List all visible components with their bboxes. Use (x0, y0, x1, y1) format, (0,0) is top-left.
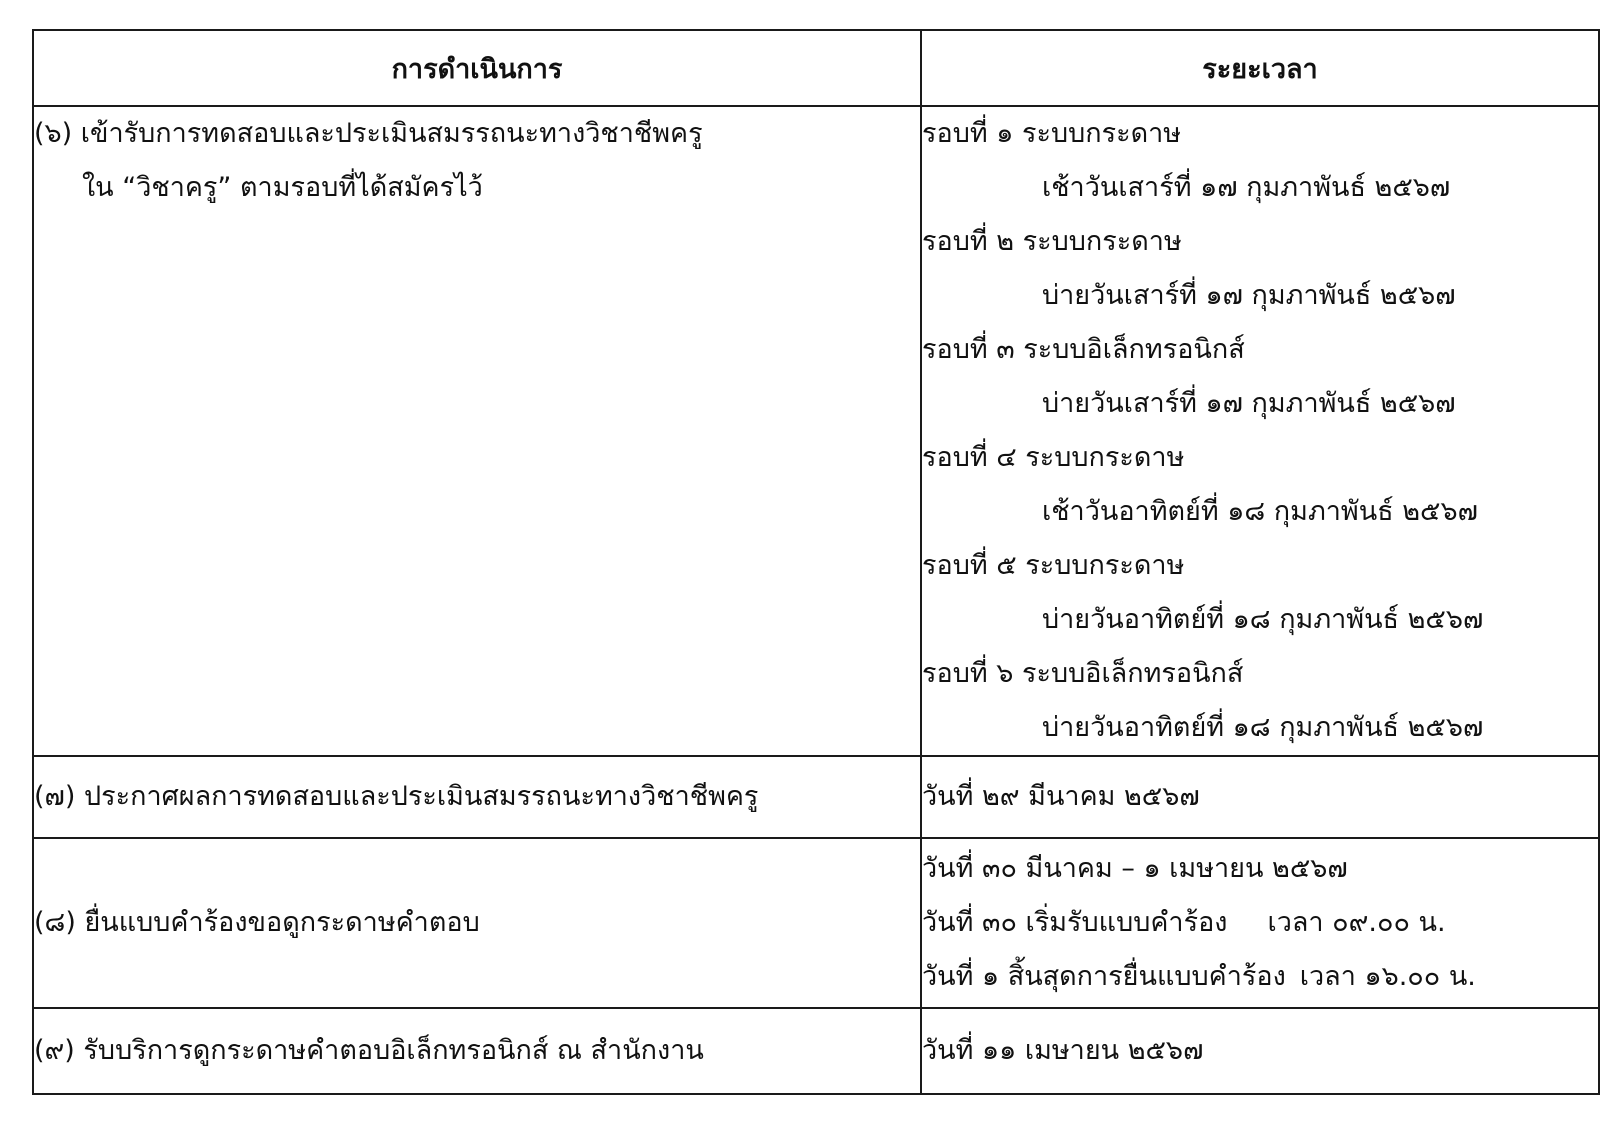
round-4-title: รอบที่ ๔ ระบบกระดาษ (922, 442, 1185, 473)
round-6-title: รอบที่ ๖ ระบบอิเล็กทรอนิกส์ (922, 658, 1244, 689)
table-row (33, 756, 1599, 838)
header-row (33, 30, 1599, 106)
row8-period-line3 (922, 950, 1598, 1004)
row9-period: วันที่ ๑๑ เมษายน ๒๕๖๗ (922, 1035, 1204, 1066)
row7-period: วันที่ ๒๙ มีนาคม ๒๕๖๗ (922, 781, 1200, 812)
round-2-date: บ่ายวันเสาร์ที่ ๑๗ กุมภาพันธ์ ๒๕๖๗ (1042, 280, 1456, 311)
row6-action-line2: ใน “วิชาครู” ตามรอบที่ได้สมัครไว้ (82, 172, 483, 203)
round-6-date: บ่ายวันอาทิตย์ที่ ๑๘ กุมภาพันธ์ ๒๕๖๗ (1042, 712, 1484, 743)
table-row (33, 838, 1599, 1008)
round-3-title: รอบที่ ๓ ระบบอิเล็กทรอนิกส์ (922, 334, 1245, 365)
header-period: ระยะเวลา (921, 30, 1599, 106)
row7-period-cell (921, 756, 1599, 838)
row6-action-cell (33, 106, 921, 756)
row8-period-cell (921, 838, 1599, 1008)
row8-start-text: วันที่ ๓๐ เริ่มรับแบบคำร้อง (922, 907, 1228, 938)
row7-action-cell (33, 756, 921, 838)
row7-action: (๗) ประกาศผลการทดสอบและประเมินสมรรถนะทางวิชาชีพครู (34, 781, 759, 812)
round-3-date: บ่ายวันเสาร์ที่ ๑๗ กุมภาพันธ์ ๒๕๖๗ (1042, 388, 1456, 419)
row6-period-cell (921, 106, 1599, 756)
row8-period-line1: วันที่ ๓๐ มีนาคม – ๑ เมษายน ๒๕๖๗ (922, 853, 1348, 884)
row9-period-cell (921, 1008, 1599, 1094)
round-2-title: รอบที่ ๒ ระบบกระดาษ (922, 226, 1182, 257)
round-1-date: เช้าวันเสาร์ที่ ๑๗ กุมภาพันธ์ ๒๕๖๗ (1042, 172, 1451, 203)
table-row (33, 106, 1599, 756)
row8-action-cell (33, 838, 921, 1008)
row8-end-time: เวลา ๑๖.๐๐ น. (1299, 961, 1476, 992)
row8-end-text: วันที่ ๑ สิ้นสุดการยื่นแบบคำร้อง (922, 961, 1286, 992)
row8-period-line2 (922, 896, 1598, 950)
round-5-date: บ่ายวันอาทิตย์ที่ ๑๘ กุมภาพันธ์ ๒๕๖๗ (1042, 604, 1484, 635)
row8-start-time: เวลา ๐๙.๐๐ น. (1267, 907, 1446, 938)
round-4-date: เช้าวันอาทิตย์ที่ ๑๘ กุมภาพันธ์ ๒๕๖๗ (1042, 496, 1478, 527)
round-5-title: รอบที่ ๕ ระบบกระดาษ (922, 550, 1185, 581)
table-row (33, 1008, 1599, 1094)
row9-action: (๙) รับบริการดูกระดาษคำตอบอิเล็กทรอนิกส์ ณ สำนักงาน (34, 1035, 704, 1066)
schedule-table (32, 29, 1600, 1095)
row9-action-cell (33, 1008, 921, 1094)
header-action: การดำเนินการ (33, 30, 921, 106)
round-1-title: รอบที่ ๑ ระบบกระดาษ (922, 118, 1182, 149)
row8-action: (๘) ยื่นแบบคำร้องขอดูกระดาษคำตอบ (34, 907, 480, 938)
row6-action-line1: (๖) เข้ารับการทดสอบและประเมินสมรรถนะทางวิชาชีพครู (34, 118, 703, 149)
